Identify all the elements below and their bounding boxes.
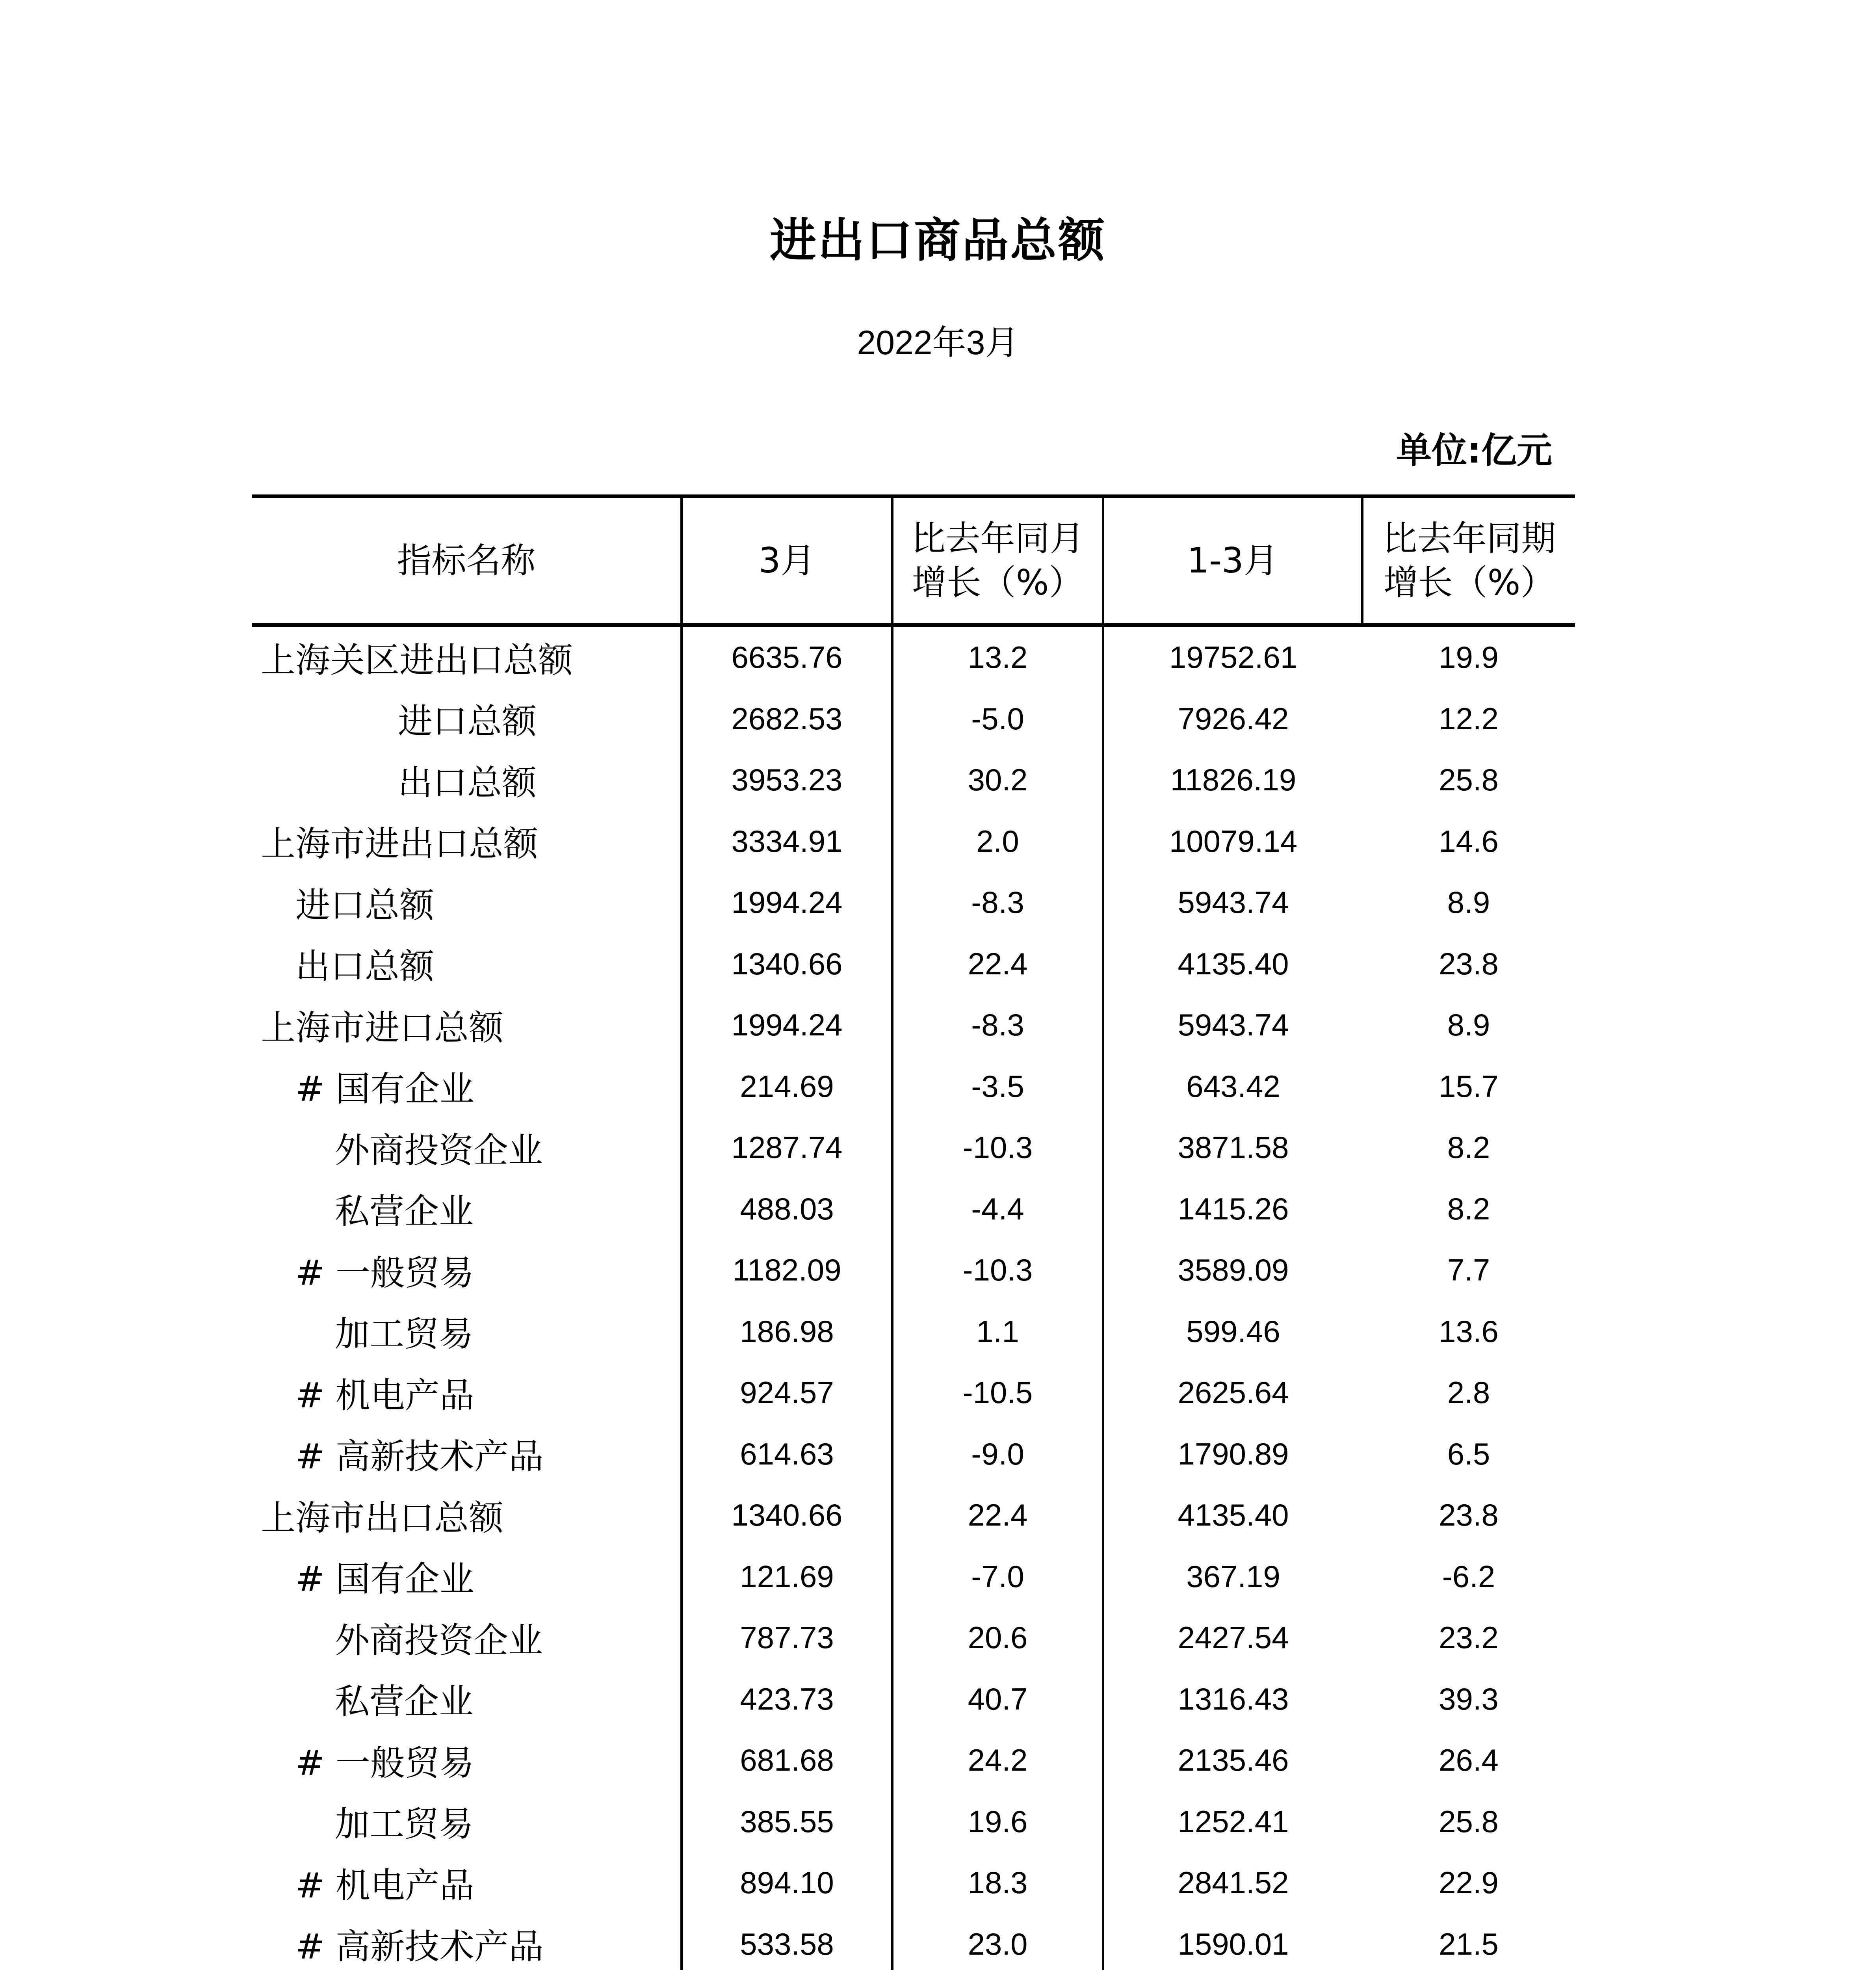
row-value: 4135.40 — [1103, 1485, 1362, 1546]
table-row — [252, 994, 1575, 1056]
row-value: 23.0 — [968, 1926, 1028, 1961]
row-value: 1590.01 — [1103, 1914, 1362, 1970]
table-row — [252, 1914, 1575, 1970]
row-value: -8.3 — [971, 1007, 1024, 1043]
row-value: 214.69 — [682, 1056, 892, 1117]
row-value: 4135.40 — [1103, 933, 1362, 995]
header-line: 比去年同月 — [911, 518, 1085, 559]
table-row — [252, 1730, 1575, 1791]
row-value: 8.2 — [1447, 1191, 1490, 1226]
row-value: 1287.74 — [682, 1117, 892, 1178]
trade-table — [252, 494, 1575, 1970]
row-label: 上海市进口总额 — [252, 994, 682, 1056]
row-value: 3953.23 — [682, 749, 892, 811]
row-value: 1316.43 — [1103, 1669, 1362, 1730]
row-value: -6.2 — [1442, 1559, 1495, 1594]
row-label: # 机电产品 — [252, 1852, 682, 1914]
row-value: 681.68 — [682, 1730, 892, 1791]
row-value: 24.2 — [968, 1743, 1028, 1778]
row-value: -5.0 — [971, 701, 1024, 736]
page-title: 进出口商品总额 — [769, 213, 1106, 268]
row-value: 26.4 — [1439, 1743, 1499, 1778]
row-value: 1415.26 — [1103, 1178, 1362, 1240]
table-row — [252, 872, 1575, 933]
row-label: # 高新技术产品 — [252, 1424, 682, 1485]
table-row — [252, 1669, 1575, 1730]
report-date: 2022年3月 — [857, 324, 1019, 362]
table-row — [252, 688, 1575, 750]
row-label: # 机电产品 — [252, 1362, 682, 1424]
row-value: 2682.53 — [682, 688, 892, 750]
row-value: 10079.14 — [1103, 811, 1362, 872]
row-value: 1340.66 — [682, 1485, 892, 1546]
row-value: 19.9 — [1439, 640, 1499, 675]
header-line: 增长（%） — [912, 562, 1084, 603]
row-label: 上海市进出口总额 — [252, 811, 682, 872]
table-row — [252, 811, 1575, 872]
row-value: 12.2 — [1439, 701, 1499, 736]
row-label: 加工贸易 — [252, 1791, 682, 1853]
table-row — [252, 749, 1575, 811]
row-value: 1.1 — [976, 1314, 1019, 1349]
table-row — [252, 1791, 1575, 1853]
table-row — [252, 1178, 1575, 1240]
header-indicator — [252, 496, 682, 625]
row-value: 8.2 — [1447, 1130, 1490, 1165]
row-value: 19752.61 — [1103, 625, 1362, 688]
header-line: 指标名称 — [397, 540, 536, 581]
row-value: 787.73 — [682, 1607, 892, 1669]
row-value: 121.69 — [682, 1546, 892, 1608]
row-label: 私营企业 — [252, 1178, 682, 1240]
header-yoy-growth — [1362, 496, 1575, 625]
header-line: 3月 — [758, 540, 815, 581]
row-value: 186.98 — [682, 1301, 892, 1362]
row-label: 私营企业 — [252, 1669, 682, 1730]
table-body — [252, 625, 1575, 1970]
row-label: # 国有企业 — [252, 1056, 682, 1117]
row-value: 11826.19 — [1103, 749, 1362, 811]
row-label: 上海关区进出口总额 — [252, 625, 682, 688]
table-row — [252, 933, 1575, 995]
table-row — [252, 1607, 1575, 1669]
row-value: -10.3 — [962, 1253, 1033, 1288]
row-value: 22.9 — [1439, 1865, 1499, 1900]
row-value: 5943.74 — [1103, 872, 1362, 933]
row-value: 25.8 — [1439, 762, 1499, 797]
row-value: 367.19 — [1103, 1546, 1362, 1608]
row-value: 1790.89 — [1103, 1424, 1362, 1485]
row-label: 出口总额 — [252, 933, 682, 995]
header-line: 比去年同期 — [1382, 518, 1556, 559]
table-row — [252, 1424, 1575, 1485]
table-row — [252, 1362, 1575, 1424]
row-value: 21.5 — [1439, 1926, 1499, 1961]
header-line: 1-3月 — [1187, 540, 1278, 581]
row-value: -3.5 — [971, 1069, 1024, 1104]
row-value: 7926.42 — [1103, 688, 1362, 750]
row-value: 599.46 — [1103, 1301, 1362, 1362]
row-value: 2135.46 — [1103, 1730, 1362, 1791]
row-value: 30.2 — [968, 762, 1028, 797]
row-value: -10.5 — [962, 1375, 1033, 1410]
row-value: 533.58 — [682, 1914, 892, 1970]
header-mom-growth — [892, 496, 1103, 625]
table-row — [252, 1852, 1575, 1914]
table-row — [252, 1546, 1575, 1608]
row-value: 2427.54 — [1103, 1607, 1362, 1669]
row-value: 25.8 — [1439, 1804, 1499, 1839]
unit-label: 单位:亿元 — [1396, 430, 1552, 471]
row-value: 23.2 — [1439, 1620, 1499, 1655]
row-value: 13.6 — [1439, 1314, 1499, 1349]
row-value: 1252.41 — [1103, 1791, 1362, 1853]
row-value: 2.8 — [1447, 1375, 1490, 1410]
row-value: 614.63 — [682, 1424, 892, 1485]
table-row — [252, 1485, 1575, 1546]
row-value: 8.9 — [1447, 1007, 1490, 1043]
table-header-row — [252, 496, 1575, 625]
row-label: 出口总额 — [252, 749, 682, 811]
row-value: 1182.09 — [682, 1240, 892, 1301]
row-value: 6.5 — [1447, 1436, 1490, 1471]
row-value: 22.4 — [968, 946, 1028, 981]
row-value: -9.0 — [971, 1436, 1024, 1471]
row-label: 外商投资企业 — [252, 1607, 682, 1669]
header-march — [682, 496, 892, 625]
row-value: 894.10 — [682, 1852, 892, 1914]
table-row — [252, 1117, 1575, 1178]
row-value: 643.42 — [1103, 1056, 1362, 1117]
row-value: 1994.24 — [682, 872, 892, 933]
row-value: 15.7 — [1439, 1069, 1499, 1104]
row-value: 924.57 — [682, 1362, 892, 1424]
row-value: 1994.24 — [682, 994, 892, 1056]
row-value: 2625.64 — [1103, 1362, 1362, 1424]
row-value: -7.0 — [971, 1559, 1024, 1594]
row-value: 23.8 — [1439, 946, 1499, 981]
row-label: 外商投资企业 — [252, 1117, 682, 1178]
row-value: -8.3 — [971, 885, 1024, 920]
row-value: 6635.76 — [682, 625, 892, 688]
row-value: 2841.52 — [1103, 1852, 1362, 1914]
row-label: # 国有企业 — [252, 1546, 682, 1608]
row-label: 加工贸易 — [252, 1301, 682, 1362]
row-value: 14.6 — [1439, 823, 1499, 859]
row-value: 3589.09 — [1103, 1240, 1362, 1301]
row-value: 3334.91 — [682, 811, 892, 872]
row-value: 3871.58 — [1103, 1117, 1362, 1178]
row-value: 385.55 — [682, 1791, 892, 1853]
row-value: 8.9 — [1447, 885, 1490, 920]
row-value: 18.3 — [968, 1865, 1028, 1900]
row-value: 19.6 — [968, 1804, 1028, 1839]
row-value: 423.73 — [682, 1669, 892, 1730]
row-value: -10.3 — [962, 1130, 1033, 1165]
row-value: -4.4 — [971, 1191, 1024, 1226]
row-value: 13.2 — [968, 640, 1028, 675]
row-label: 进口总额 — [252, 688, 682, 750]
header-q1 — [1103, 496, 1362, 625]
row-value: 39.3 — [1439, 1681, 1499, 1716]
row-value: 22.4 — [968, 1498, 1028, 1533]
row-value: 20.6 — [968, 1620, 1028, 1655]
row-label: # 一般贸易 — [252, 1240, 682, 1301]
row-value: 40.7 — [968, 1681, 1028, 1716]
row-label: 进口总额 — [252, 872, 682, 933]
row-label: # 高新技术产品 — [252, 1914, 682, 1970]
table-row — [252, 1240, 1575, 1301]
row-label: 上海市出口总额 — [252, 1485, 682, 1546]
table-row — [252, 1301, 1575, 1362]
row-value: 5943.74 — [1103, 994, 1362, 1056]
row-value: 23.8 — [1439, 1498, 1499, 1533]
row-value: 7.7 — [1447, 1253, 1490, 1288]
table-row — [252, 625, 1575, 688]
table-row — [252, 1056, 1575, 1117]
header-line: 增长（%） — [1383, 562, 1555, 603]
row-value: 488.03 — [682, 1178, 892, 1240]
row-value: 1340.66 — [682, 933, 892, 995]
row-label: # 一般贸易 — [252, 1730, 682, 1791]
row-value: 2.0 — [976, 823, 1019, 859]
